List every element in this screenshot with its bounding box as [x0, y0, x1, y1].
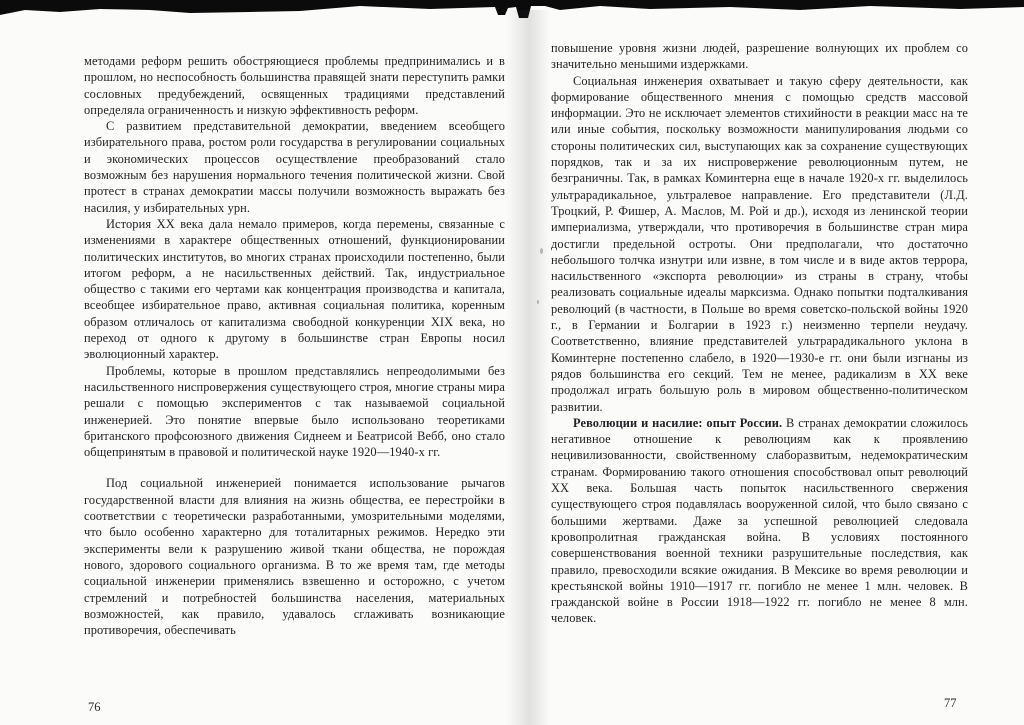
- scan-speck: [537, 300, 539, 304]
- paragraph: С развитием представительной демократии, введением всеобщего избирательного права, ростом роли государства в регулировании социальных и экономических процессов осуществление преобразований стало возможным без нарушения нормального течения политической жизни. Свой протест в странах демократии массы получили возможность выражать без насилия, у избирательных урн.: [84, 119, 505, 215]
- paragraph: повышение уровня жизни людей, разрешение волнующих их проблем со значительно меньшими издержками.: [551, 41, 968, 72]
- left-page-text: [84, 53, 505, 638]
- paragraph: История XX века дала немало примеров, когда перемены, связанные с изменениями в характере общественных отношений, функционировании политических институтов, во многих странах происходили постепенно, были итогом реформ, а не насильственных действий. Так, индустриальное общество с такими его чертами как концентрация производства и капитала, всеобщее избирательное право, активная социальная политика, коренным образом отличалось от капитализма свободной конкуренции XIX века, но переход от одного к другому в большинстве стран Европы носил эволюционный характер.: [84, 216, 505, 362]
- paragraph: Под социальной инженерией понимается использование рычагов государственной власти для влияния на жизнь общества, ее перестройки в соответствии с теоретически разработанными, умозрительными моделями, что было особенно характерно для тоталитарных режимов. Нередко эти эксперименты вели к разрушению живой ткани общества, не порождая нового, здорового социального организма. В то же время там, где методы социальной инженерии применялись взвешенно и осторожно, с учетом стремлений и потребностей большинства населения, материальных возможностей, как правило, удавалось сглаживать возникающие противоречия, обеспечивать: [84, 476, 505, 638]
- paragraph: методами реформ решить обостряющиеся проблемы предпринимались и в прошлом, но неспособность большинства правящей знати переступить рамки сословных предубеждений, освященных традициями представлений определяла ограниченность и низкую эффективность реформ.: [84, 54, 505, 117]
- paragraph: Социальная инженерия охватывает и такую сферу деятельности, как формирование общественного мнения с помощью средств массовой информации. Это не исключает элементов стихийности в реакции масс на те или иные события, поскольку возможности манипулирования людьми со стороны политических сил, выступающих как за сохранение существующих порядков, так и за их ниспровержение революционным путем, не безграничны. Так, в рамках Коминтерна еще в начале 1920-х гг. выделилось ультрарадикальное, ультралевое направление. Его представители (Л.Д. Троцкий, Р. Фишер, А. Маслов, М. Рой и др.), исходя из ленинской теории империализма, утверждали, что противоречия в большинстве стран мира достигли предельной остроты. Они предполагали, что достаточно небольшого толчка изнутри или извне, в том числе и в виде актов террора, насильственного «экспорта революции» из страны в страну, чтобы реализовать социальные идеалы марксизма. Однако попытки подталкивания революций (в частности, в Польше во время советско-польской войны 1920 г., в Германии и Болгарии в 1923 г.) неизменно терпели неудачу. Соответственно, влияние представителей ультрарадикального уклона в Коминтерне постепенно слабело, в 1920—1930-е гг. они были изгнаны из рядов большинства его секций. Тем не менее, радикализм в XX веке продолжал играть большую роль в мировом общественно-политическом развитии.: [551, 73, 968, 414]
- right-page-number: 77: [944, 696, 957, 710]
- run-in-heading: Революции и насилие: опыт России.: [573, 415, 787, 430]
- book-gutter-shadow: [506, 10, 550, 725]
- paragraph: Проблемы, которые в прошлом представлялись непреодолимыми без насильственного ниспровержения существующего строя, многие страны мира решали с помощью экспериментов с так называемой социальной инженерией. Это понятие впервые было использовано теоретиками британского профсоюзного движения Сиднеем и Беатрисой Вебб, оно стало общепринятым в правовой и политической науке 1920—1940-х гг.: [84, 363, 505, 460]
- left-page-number: 76: [88, 700, 101, 714]
- right-page-text: [551, 40, 968, 627]
- scan-speck: [540, 248, 543, 254]
- paragraph: Революции и насилие: опыт России. В странах демократии сложилось негативное отношение к революциям как к проявлению нецивилизованности, свойственному слаборазвитым, недемократическим странам. Формированию такого отношения способствовал опыт революций XX века. Большая часть попыток насильственного свержения существующего строя подавлялась вооруженной силой, что было связано с большими жертвами. Даже за успешной революцией следовала кровопролитная гражданская война. В условиях постоянного совершенствования военной техники разрушительные последствия, как правило, превосходили всякие ожидания. В Мексике во время революции и крестьянской войны 1910—1917 гг. погибло не менее 1 млн. человек. В гражданской войне в России 1918—1922 гг. погибло не менее 8 млн. человек.: [551, 415, 968, 626]
